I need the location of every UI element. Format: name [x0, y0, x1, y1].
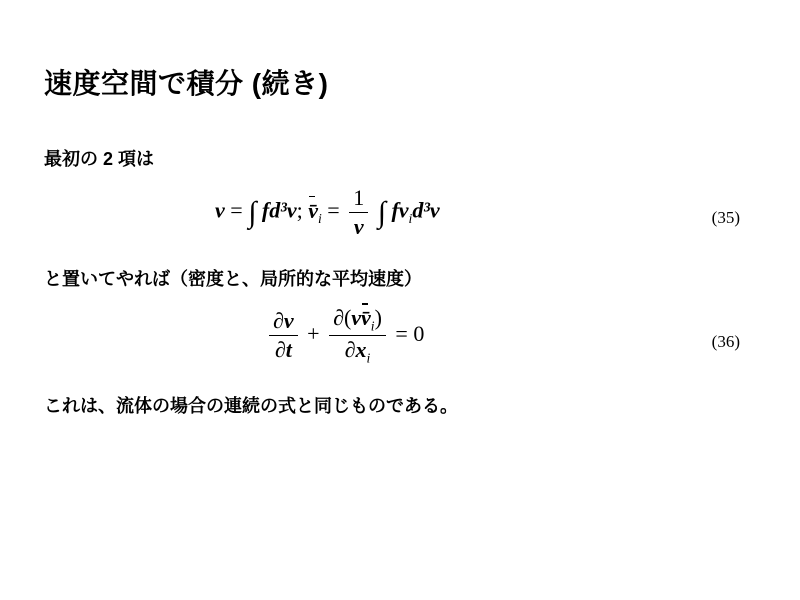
eq35-equals-2: = [327, 197, 340, 223]
equation-number-36: (36) [711, 332, 740, 351]
eq35-vi-sub: i [408, 210, 413, 226]
eq36-t: t [285, 337, 292, 363]
page-title: 速度空間で積分 (続き) [44, 68, 329, 99]
body-line-3: これは、流体の場合の連続の式と同じものである。 [44, 396, 458, 416]
eq35-vi: v [398, 197, 409, 223]
eq36-x-sub: i [366, 350, 371, 366]
eq36-partial-3: ∂ [333, 305, 344, 330]
equation-36 [265, 305, 424, 367]
eq35-vbar: v̄ [308, 197, 318, 223]
eq35-frac-denominator: ν [353, 214, 364, 239]
eq35-vbar-sub: i [318, 210, 322, 226]
eq35-semicolon: ; [296, 197, 303, 223]
eq36-partial-4: ∂ [344, 337, 356, 363]
eq35-integral-1: ∫ [248, 195, 257, 229]
eq35-nu: ν [215, 197, 225, 223]
body-line-2: と置いてやれば（密度と、局所的な平均速度） [44, 269, 422, 289]
eq35-d3v-1: d³v [269, 197, 297, 223]
eq35-integral-2: ∫ [377, 195, 386, 229]
eq35-frac-numerator: 1 [349, 185, 368, 213]
eq36-equals: = [395, 320, 408, 346]
eq35-d3v-2: d³v [412, 197, 440, 223]
eq36-frac2-numerator: $\partial(\nu v̄_i)$ [329, 305, 386, 336]
eq36-partial-1: ∂ [273, 308, 284, 334]
eq36-nu-2: ν [351, 305, 362, 330]
eq36-plus: + [307, 320, 320, 346]
eq35-f-2: f [391, 197, 399, 223]
eq36-vbar-sub: i [370, 318, 375, 334]
eq35-fraction [349, 185, 368, 240]
eq36-frac2-denominator [329, 336, 386, 366]
eq35-f-1: f [261, 197, 270, 223]
eq36-frac1-denominator [269, 336, 298, 363]
eq36-vbar: v̄ [361, 305, 371, 330]
eq35-equals: = [230, 197, 243, 223]
eq36-nu-1: ν [283, 308, 294, 334]
body-line-1: 最初の 2 項は [44, 149, 155, 169]
eq36-x: x [355, 337, 367, 363]
equation-35 [215, 185, 440, 240]
eq36-fraction-2 [329, 305, 386, 367]
eq36-zero: 0 [413, 320, 425, 346]
eq36-frac1-numerator [269, 308, 298, 336]
eq36-partial-2: ∂ [274, 337, 286, 363]
equation-number-35: (35) [711, 208, 740, 227]
eq36-fraction-1 [269, 308, 298, 363]
